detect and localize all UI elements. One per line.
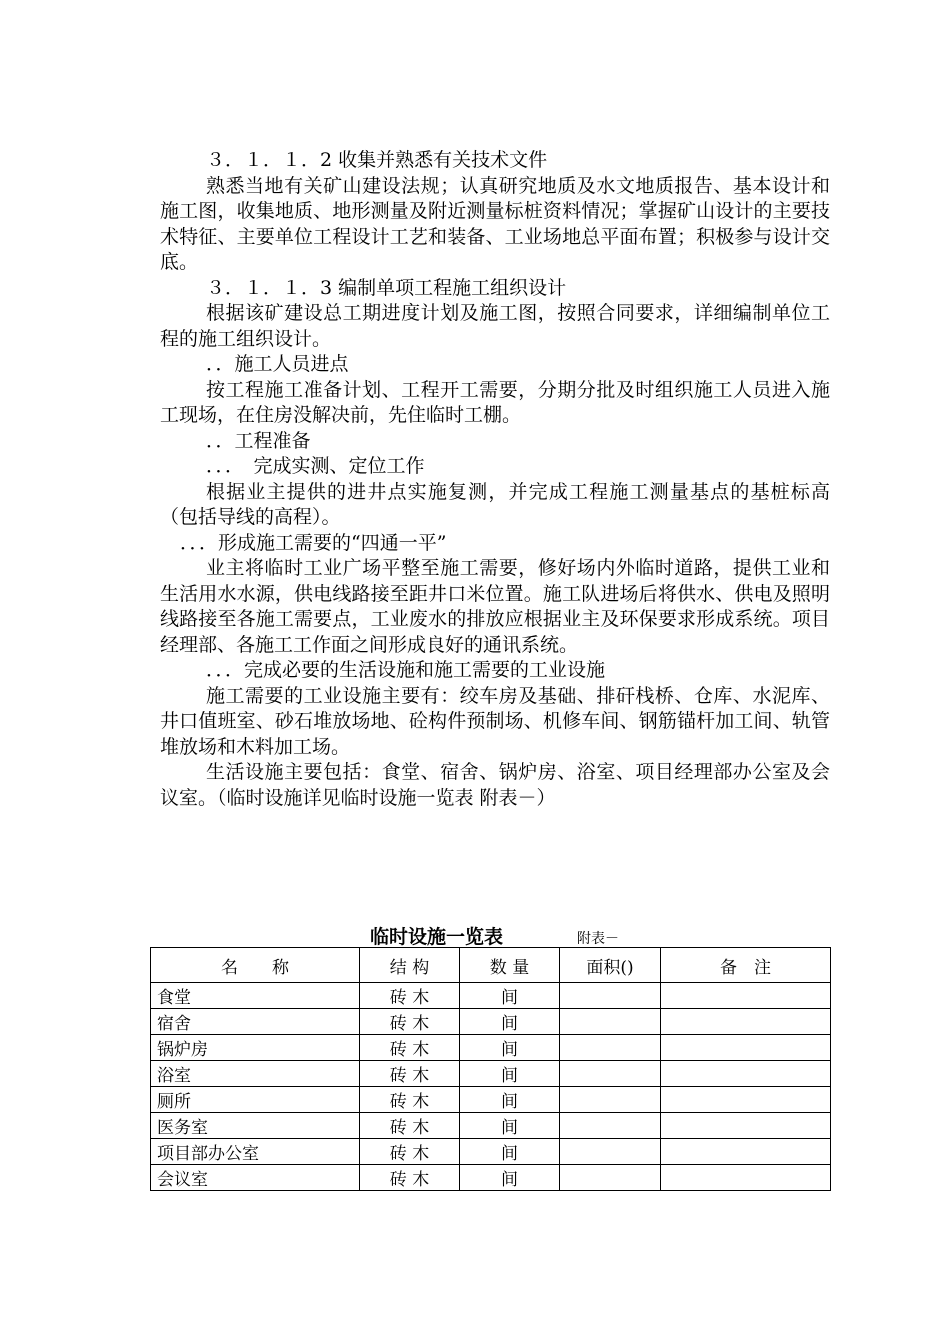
table-row	[151, 983, 831, 1009]
cell-remark	[661, 1087, 831, 1113]
cell-area	[560, 1113, 661, 1139]
cell-quantity: 间	[460, 1009, 560, 1035]
paragraph: 根据业主提供的进井点实施复测，并完成工程施工测量基点的基桩标高（包括导线的高程）。	[160, 480, 830, 528]
cell-remark	[661, 983, 831, 1009]
paragraph: 熟悉当地有关矿山建设法规；认真研究地质及水文地质报告、基本设计和施工图，收集地质、地形测量及附近测量标桩资料情况；掌握矿山设计的主要技术特征、主要单位工程设计工艺和装备、工业场地总平面布置；积极参与设计交底。	[160, 174, 830, 273]
table-row	[151, 1035, 831, 1061]
header-name: 名 称	[151, 948, 360, 983]
section-heading: ．．施工人员进点	[206, 353, 349, 375]
cell-structure: 砖 木	[360, 1087, 460, 1113]
header-area: 面积()	[560, 948, 661, 983]
cell-quantity: 间	[460, 1035, 560, 1061]
paragraph: 施工需要的工业设施主要有：绞车房及基础、排矸栈桥、仓库、水泥库、井口值班室、砂石堆放场地、砼构件预制场、机修车间、钢筋锚杆加工间、轨管堆放场和木料加工场。	[160, 684, 830, 758]
cell-remark	[661, 1035, 831, 1061]
subsection-heading: ．．．完成必要的生活设施和施工需要的工业设施	[206, 659, 606, 681]
cell-quantity: 间	[460, 1113, 560, 1139]
table-row	[151, 1165, 831, 1191]
cell-remark	[661, 1009, 831, 1035]
table-header-row	[151, 948, 831, 983]
cell-area	[560, 983, 661, 1009]
cell-quantity: 间	[460, 1139, 560, 1165]
cell-remark	[661, 1165, 831, 1191]
table-row	[151, 1061, 831, 1087]
cell-structure: 砖 木	[360, 1113, 460, 1139]
cell-area	[560, 1165, 661, 1191]
section-heading: ．．工程准备	[206, 429, 311, 452]
cell-structure: 砖 木	[360, 1061, 460, 1087]
cell-remark	[661, 1113, 831, 1139]
header-quantity: 数 量	[460, 948, 560, 983]
cell-area	[560, 1061, 661, 1087]
cell-name: 医务室	[151, 1113, 360, 1139]
cell-name: 锅炉房	[151, 1035, 360, 1061]
cell-quantity: 间	[460, 983, 560, 1009]
cell-name: 浴室	[151, 1061, 360, 1087]
cell-structure: 砖 木	[360, 1139, 460, 1165]
subsection-heading: ．．．形成施工需要的“四通一平”	[180, 531, 447, 554]
cell-structure: 砖 木	[360, 983, 460, 1009]
cell-structure: 砖 木	[360, 1009, 460, 1035]
header-structure: 结 构	[360, 948, 460, 983]
cell-area	[560, 1009, 661, 1035]
table-note: 附表－	[577, 931, 619, 947]
cell-name: 厕所	[151, 1087, 360, 1113]
cell-structure: 砖 木	[360, 1035, 460, 1061]
table-row	[151, 1139, 831, 1165]
section-heading: ３．１．１．3 编制单项工程施工组织设计	[206, 276, 567, 299]
cell-quantity: 间	[460, 1087, 560, 1113]
section-heading: ３．１．１．2 收集并熟悉有关技术文件	[206, 149, 548, 171]
document-body	[160, 148, 830, 811]
cell-name: 宿舍	[151, 1009, 360, 1035]
cell-area	[560, 1139, 661, 1165]
cell-structure: 砖 木	[360, 1165, 460, 1191]
table-row	[151, 1009, 831, 1035]
paragraph: 业主将临时工业广场平整至施工需要，修好场内外临时道路，提供工业和生活用水水源，供电线路接至距井口米位置。施工队进场后将供水、供电及照明线路接至各施工需要点，工业废水的排放应根据业主及环保要求形成系统。项目经理部、各施工工作面之间形成良好的通讯系统。	[160, 557, 830, 656]
paragraph: 按工程施工准备计划、工程开工需要，分期分批及时组织施工人员进入施工现场，在住房没解决前，先住临时工棚。	[160, 378, 830, 426]
paragraph: 根据该矿建设总工期进度计划及施工图，按照合同要求，详细编制单位工程的施工组织设计。	[160, 302, 830, 350]
cell-area	[560, 1035, 661, 1061]
cell-name: 会议室	[151, 1165, 360, 1191]
paragraph: 生活设施主要包括：食堂、宿舍、锅炉房、浴室、项目经理部办公室及会议室。（临时设施详见临时设施一览表 附表－）	[160, 761, 830, 809]
table-row	[151, 1087, 831, 1113]
cell-quantity: 间	[460, 1061, 560, 1087]
facilities-table	[150, 947, 831, 1191]
table-row	[151, 1113, 831, 1139]
cell-name: 项目部办公室	[151, 1139, 360, 1165]
cell-quantity: 间	[460, 1165, 560, 1191]
cell-remark	[661, 1061, 831, 1087]
header-remark: 备 注	[661, 948, 831, 983]
cell-remark	[661, 1139, 831, 1165]
table-title: 临时设施一览表	[370, 926, 504, 948]
cell-area	[560, 1087, 661, 1113]
subsection-heading: ．．． 完成实测、定位工作	[206, 455, 425, 477]
cell-name: 食堂	[151, 983, 360, 1009]
